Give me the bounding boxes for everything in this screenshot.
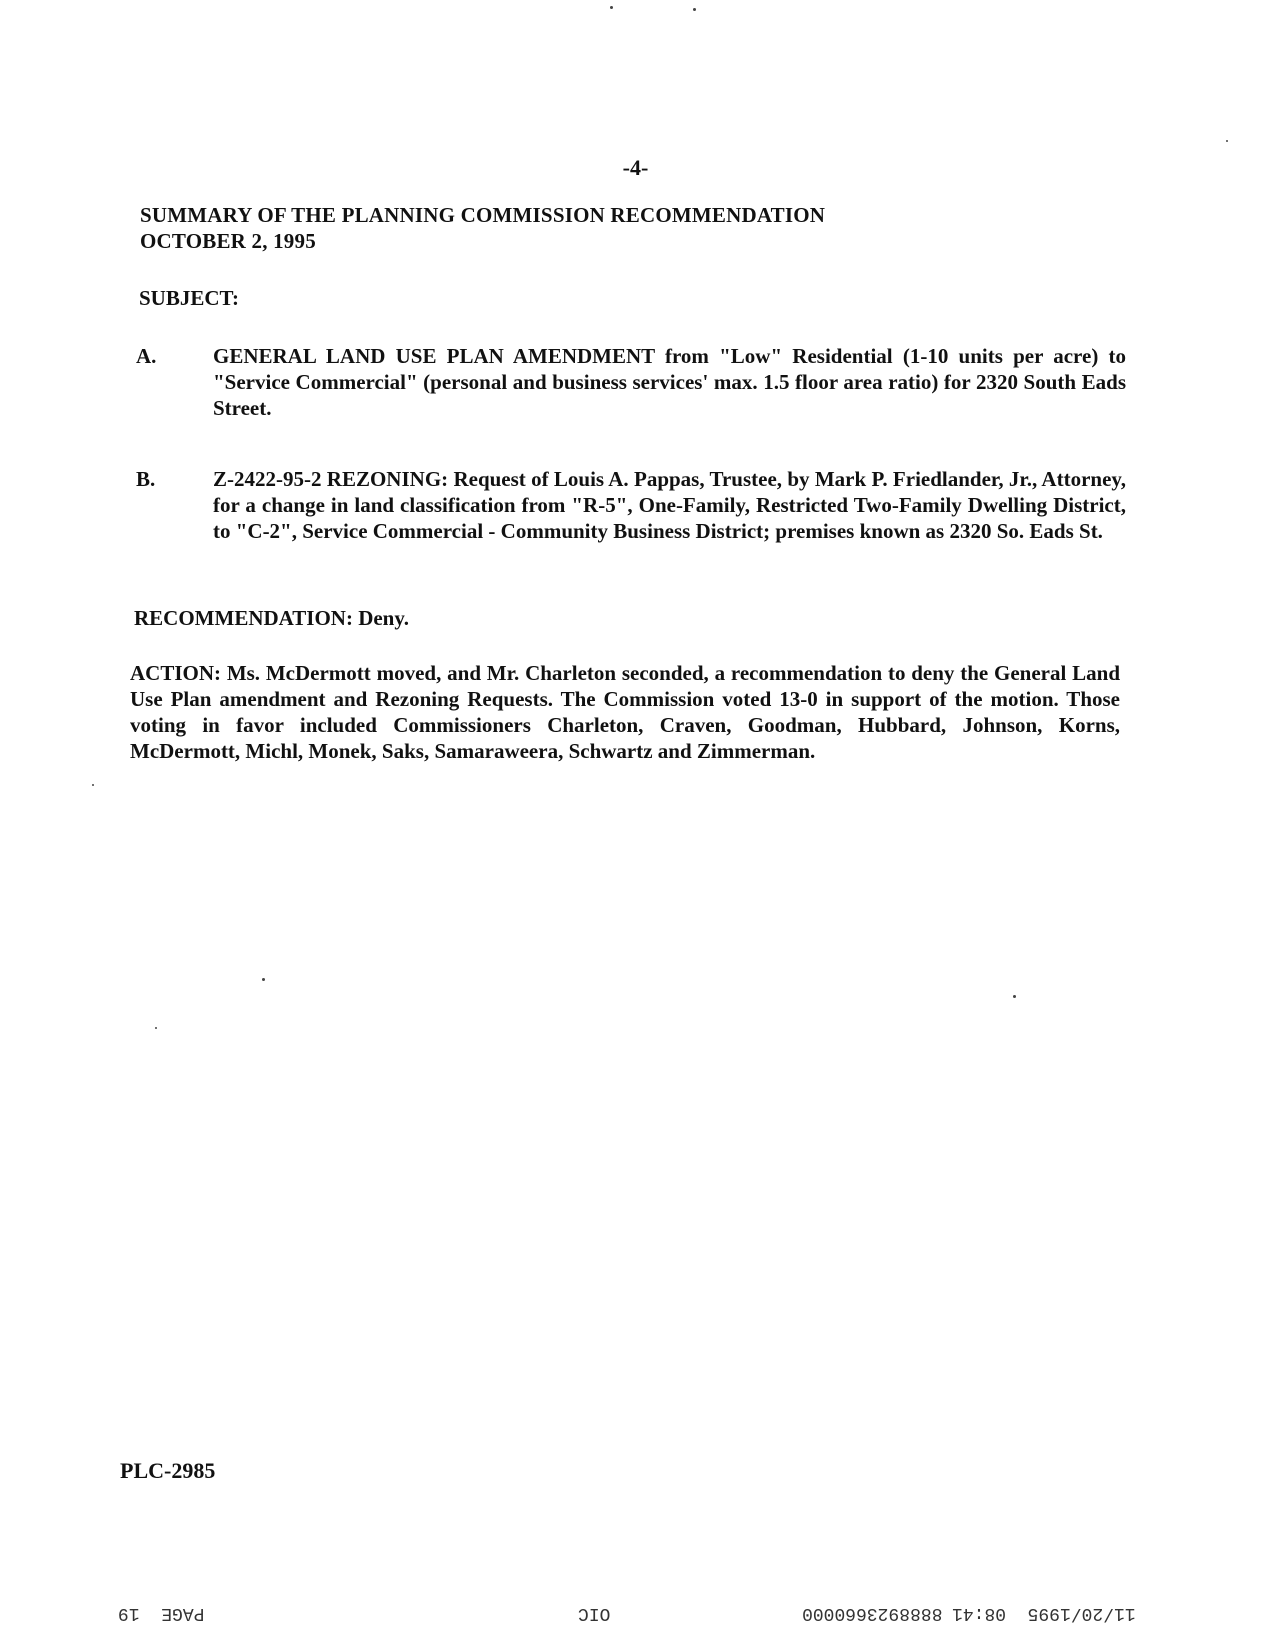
- scan-speck: [155, 1027, 157, 1029]
- fax-page: PAGE 19: [118, 1603, 205, 1623]
- subject-item-a: [136, 343, 1126, 433]
- item-marker: A.: [136, 344, 157, 368]
- scan-speck: [693, 8, 696, 11]
- summary-date: OCTOBER 2, 1995: [140, 229, 316, 253]
- action-label: ACTION:: [130, 661, 222, 685]
- recommendation-label: RECOMMENDATION:: [134, 606, 353, 630]
- recommendation: [134, 606, 409, 631]
- fax-id: OIC: [578, 1603, 611, 1623]
- summary-header: [140, 202, 1140, 254]
- scan-speck: [1226, 140, 1228, 142]
- fax-number: 8888923660000: [802, 1603, 943, 1623]
- fax-footer: [0, 1603, 1271, 1627]
- fax-date-time: 11/20/1995 08:41: [952, 1603, 1136, 1623]
- scan-speck: [1013, 995, 1016, 998]
- item-lead: GENERAL LAND USE PLAN AMENDMENT: [213, 344, 655, 368]
- action-paragraph: [130, 660, 1120, 764]
- recommendation-value: Deny.: [352, 606, 409, 630]
- item-marker: B.: [136, 467, 156, 491]
- page-number: -4-: [622, 155, 649, 180]
- item-text: Request of Louis A. Pappas, Trustee, by Mark P. Friedlander, Jr., Attorney, for a change in land classification from "R-5", One-Family, Restricted Two-Family Dwelling District, to "C-2", Service Commercial - Community Business District; premises known as 2320 So. Eads St.: [213, 467, 1126, 543]
- item-text: from "Low" Residential (1-10 units per acre) to "Service Commercial" (personal and business services' max. 1.5 floor area ratio) for 2320 South Eads Street.: [213, 344, 1126, 420]
- item-lead: Z-2422-95-2 REZONING:: [213, 467, 449, 491]
- scan-speck: [262, 978, 265, 981]
- document-code: PLC-2985: [120, 1458, 216, 1483]
- summary-title: SUMMARY OF THE PLANNING COMMISSION RECOMMENDATION: [140, 203, 826, 227]
- scan-speck: [610, 6, 613, 9]
- action-text: Ms. McDermott moved, and Mr. Charleton seconded, a recommendation to deny the General Land Use Plan amendment and Rezoning Requests. The Commission voted 13-0 in support of the motion. Those voting in favor included Commissioners Charleton, Craven, Goodman, Hubbard, Johnson, Korns, McDermott, Michl, Monek, Saks, Samaraweera, Schwartz and Zimmerman.: [130, 661, 1120, 763]
- subject-label: SUBJECT:: [139, 286, 239, 310]
- scan-speck: [92, 784, 94, 786]
- subject-item-b: [136, 466, 1126, 586]
- item-body: [213, 466, 1126, 544]
- item-body: [213, 343, 1126, 421]
